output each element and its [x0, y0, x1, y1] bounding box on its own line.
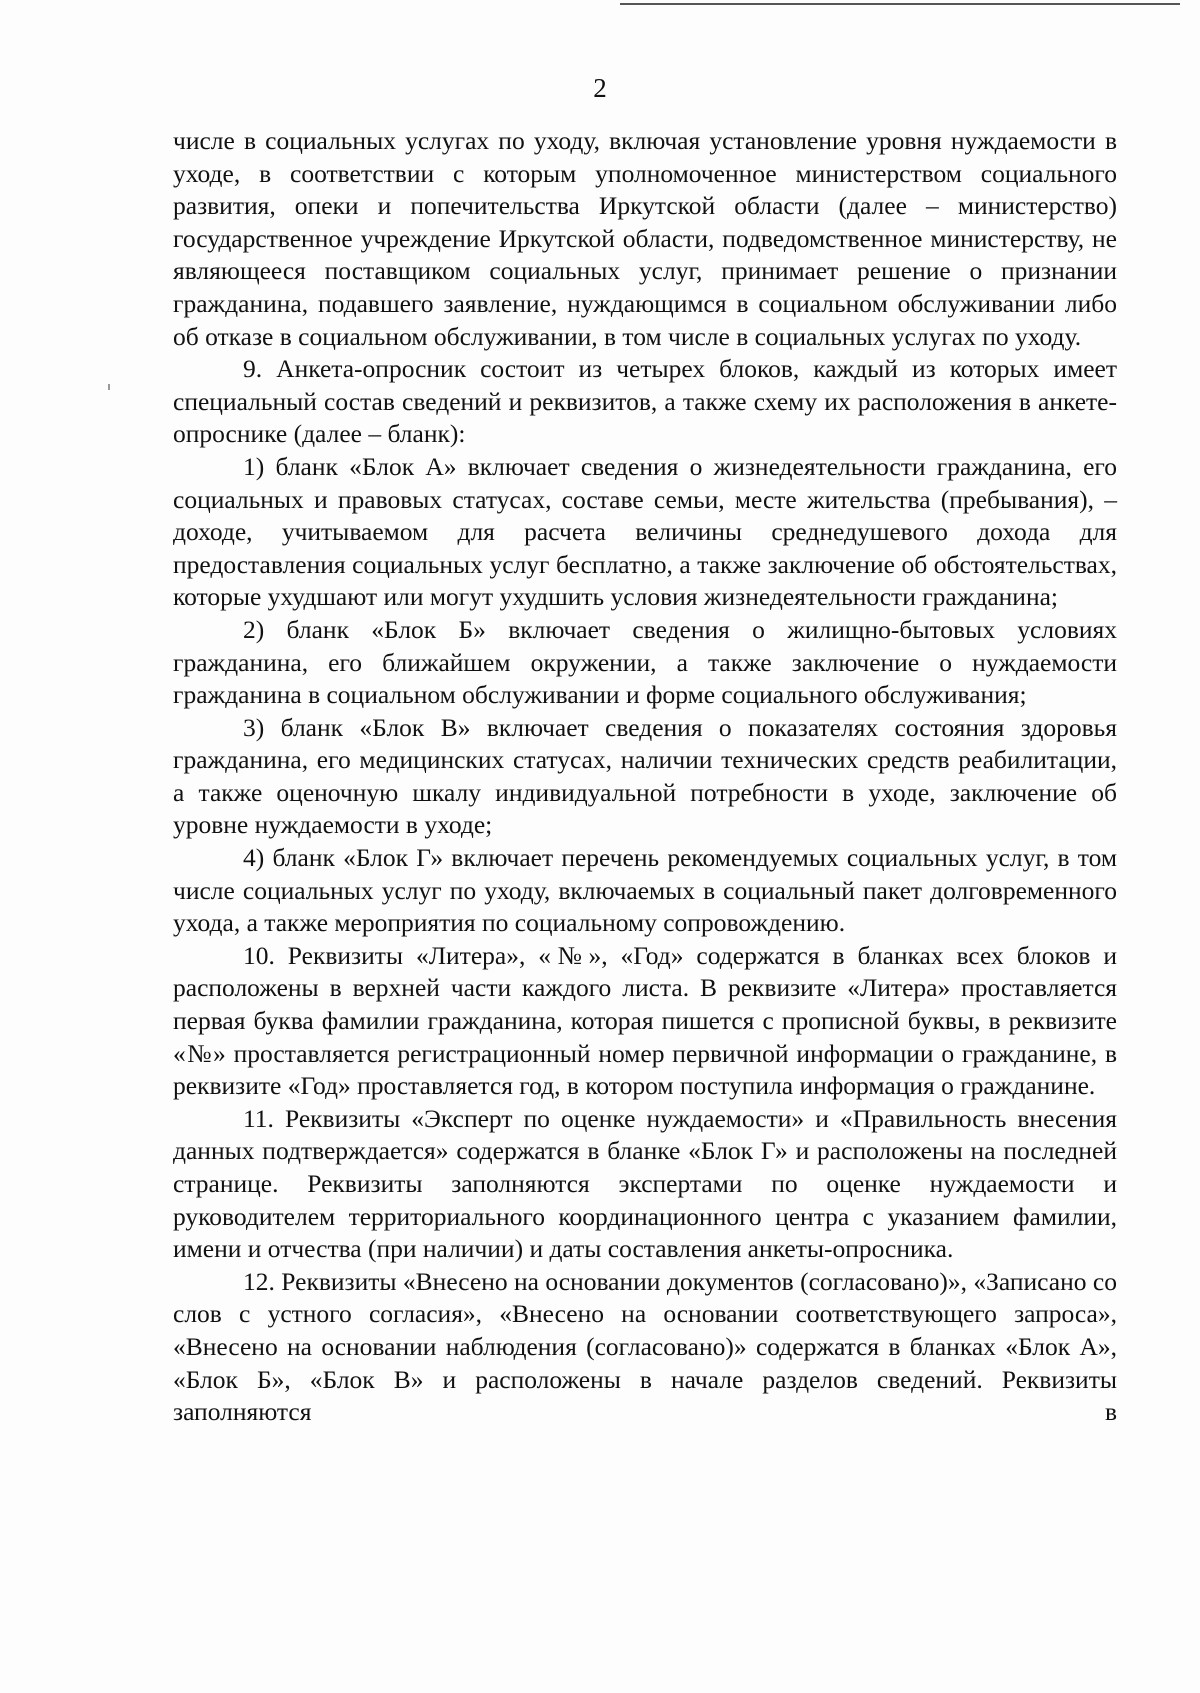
paragraph-subitem-4: 4) бланк «Блок Г» включает перечень рекомендуемых социальных услуг, в том числе социальных услуг по уходу, включаемых в социальный пакет долговременного ухода, а также мероприятия по социальному сопровождению. — [173, 843, 1117, 938]
paragraph-item-10: 10. Реквизиты «Литера», «№», «Год» содержатся в бланках всех блоков и расположены в верхней части каждого листа. В реквизите «Литера» проставляется первая буква фамилии гражданина, которая пишется с прописной буквы, в реквизите «№» проставляется регистрационный номер первичной информации о гражданине, в реквизите «Год» проставляется год, в котором поступила информация о гражданине. — [173, 940, 1117, 1101]
document-body — [173, 125, 1117, 1429]
paragraph-subitem-2: 2) бланк «Блок Б» включает сведения о жилищно-бытовых условиях гражданина, его ближайшем окружении, а также заключение о нуждаемости гражданина в социальном обслуживании и форме социального обслуживания; — [173, 614, 1117, 710]
paragraph-item-11: 11. Реквизиты «Эксперт по оценке нуждаемости» и «Правильность внесения данных подтверждается» содержатся в бланке «Блок Г» и расположены на последней странице. Реквизиты заполняются экспертами по оценке нуждаемости и руководителем территориального координационного центра с указанием фамилии, имени и отчества (при наличии) и даты составления анкеты-опросника. — [173, 1103, 1117, 1264]
page-number: 2 — [593, 73, 607, 103]
paragraph-continuation: числе в социальных услугах по уходу, включая установление уровня нуждаемости в уходе, в соответствии с которым уполномоченное министерством социального развития, опеки и попечительства Иркутской области (далее – министерство) государственное учреждение Иркутской области, подведомственное министерству, не являющееся поставщиком социальных услуг, принимает решение о признании гражданина, подавшего заявление, нуждающимся в социальном обслуживании либо об отказе в социальном обслуживании, в том числе в социальных услугах по уходу. — [173, 126, 1117, 351]
top-border-line — [620, 3, 1180, 5]
paragraph-item-12: 12. Реквизиты «Внесено на основании документов (согласовано)», «Записано со слов с устного согласия», «Внесено на основании соответствующего запроса», «Внесено на основании наблюдения (согласовано)» содержатся в бланках «Блок А», «Блок Б», «Блок В» и расположены в начале разделов сведений. Реквизиты заполняются в — [173, 1266, 1117, 1427]
paragraph-item-9: 9. Анкета-опросник состоит из четырех блоков, каждый из которых имеет специальный состав сведений и реквизитов, а также схему их расположения в анкете-опроснике (далее – бланк): — [173, 354, 1117, 449]
paragraph-subitem-3: 3) бланк «Блок В» включает сведения о показателях состояния здоровья гражданина, его медицинских статусах, наличии технических средств реабилитации, а также оценочную шкалу индивидуальной потребности в уходе, заключение об уровне нуждаемости в уходе; — [173, 712, 1117, 840]
scan-margin-mark — [108, 384, 110, 390]
paragraph-subitem-1: 1) бланк «Блок А» включает сведения о жизнедеятельности гражданина, его социальных и правовых статусах, составе семьи, месте жительства (пребывания), – доходе, учитываемом для расчета величины среднедушевого дохода для предоставления социальных услуг бесплатно, а также заключение об обстоятельствах, которые ухудшают или могут ухудшить условия жизнедеятельности гражданина; — [173, 451, 1117, 612]
